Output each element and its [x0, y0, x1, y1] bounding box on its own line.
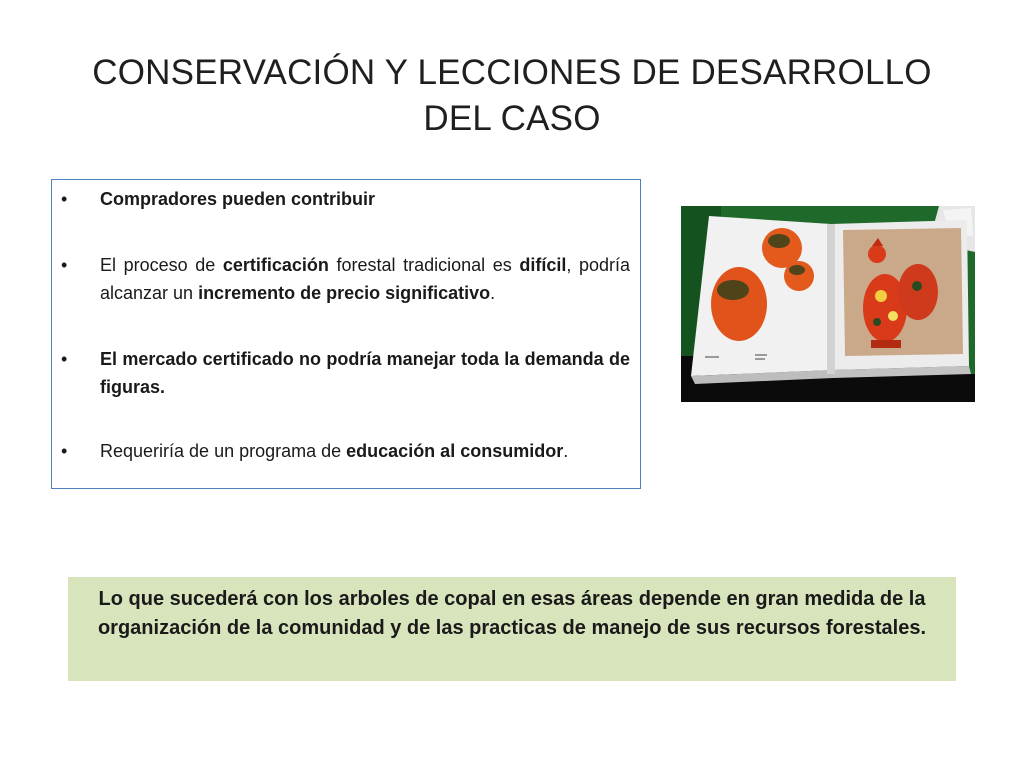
- leaf-pattern: [789, 265, 805, 275]
- leaf-pattern: [768, 234, 790, 248]
- conclusion-callout: Lo que sucederá con los arboles de copal en esas áreas depende en gran medida de la organización de la comunidad y de las practicas de manejo de sus recursos forestales.: [68, 577, 956, 681]
- rooster-tail: [898, 264, 938, 320]
- book-photo: [681, 206, 975, 402]
- bullet-marker: •: [61, 441, 68, 461]
- book-spine: [827, 224, 835, 374]
- rooster-base: [871, 340, 901, 348]
- leaf-pattern: [717, 280, 749, 300]
- bullet-text: El proceso de certificación forestal tradicional es difícil, podría alcanzar un incremento de precio significativo.: [100, 255, 630, 303]
- bullet-text: Compradores pueden contribuir: [100, 189, 376, 209]
- caption-mark: [755, 358, 765, 360]
- flower-decoration: [888, 311, 898, 321]
- slide-title: CONSERVACIÓN Y LECCIONES DE DESARROLLO DEL CASO: [92, 53, 932, 138]
- bullet-marker: •: [61, 255, 68, 275]
- flower-decoration: [912, 281, 922, 291]
- caption-mark: [755, 354, 767, 356]
- rooster-head: [868, 245, 886, 263]
- bullet-marker: •: [61, 189, 68, 209]
- flower-decoration: [875, 290, 887, 302]
- bullet-marker: •: [61, 349, 68, 369]
- flower-decoration: [873, 318, 881, 326]
- bullet-text: El mercado certificado no podría manejar toda la demanda de figuras.: [100, 349, 630, 397]
- orange-fruit-figure: [711, 267, 767, 341]
- bullet-text: Requeriría de un programa de educación al consumidor.: [100, 441, 569, 461]
- caption-mark: [705, 356, 719, 358]
- bullet-list-box: [51, 179, 641, 489]
